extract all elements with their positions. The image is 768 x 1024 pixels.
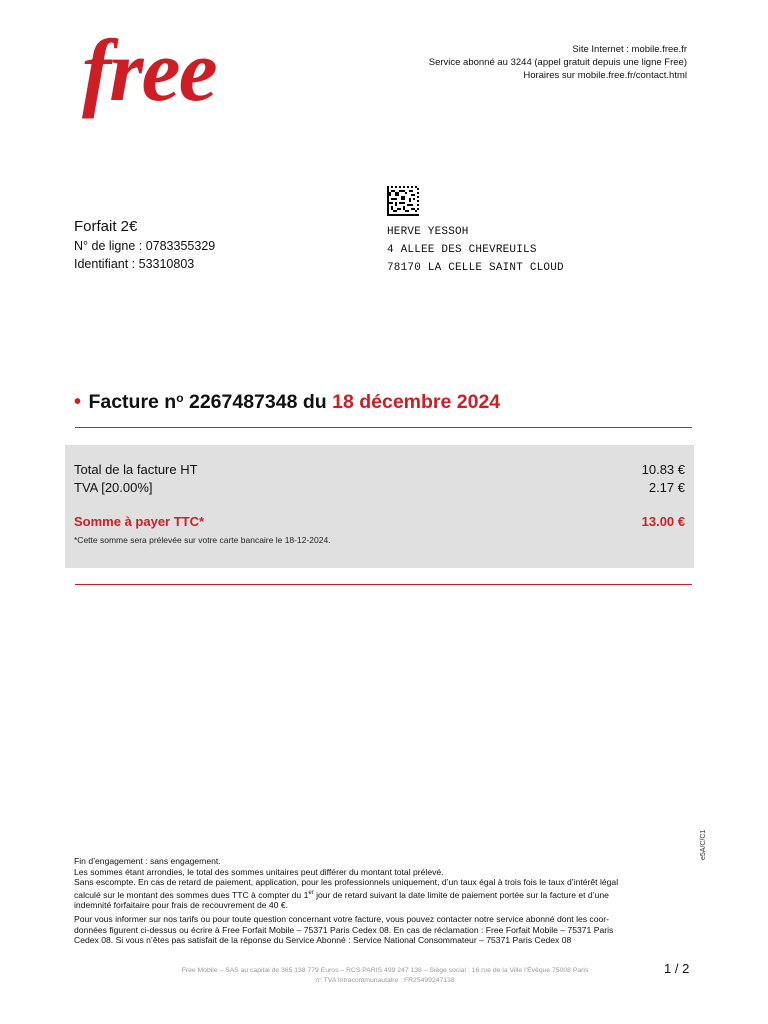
tva-row <box>74 480 685 495</box>
legal-line: Sans escompte. En cas de retard de paiement, application, pour les professionnels uniquement, d’un taux égal à trois fois le taux d’intérêt légal <box>74 877 619 888</box>
tva-label: TVA [20.00%] <box>74 480 153 495</box>
invoice-number: 2267487348 <box>188 391 298 413</box>
tva-value: 2.17 € <box>648 480 685 495</box>
invoice-du: du <box>302 391 327 413</box>
legal-line: Fin d’engagement : sans engagement. <box>74 856 221 866</box>
legal-line: données figurent ci-dessus ou écrire à Free Forfait Mobile – 75371 Paris Cedex 08. En cas de réclamation : Free Forfait Mobile – 75371 Paris <box>74 924 614 935</box>
recipient-street: 4 ALLEE DES CHEVREUILS <box>387 244 537 256</box>
payment-note: *Cette somme sera prélevée sur votre carte bancaire le 18-12-2024. <box>74 535 331 545</box>
invoice-label: Facture n <box>88 391 177 413</box>
recipient-city: 78170 LA CELLE SAINT CLOUD <box>387 262 564 274</box>
contact-hours: Horaires sur mobile.free.fr/contact.html <box>523 70 687 81</box>
contact-info <box>429 43 687 82</box>
free-logo: free <box>82 23 216 120</box>
company-info <box>160 966 610 985</box>
plan-name: Forfait 2€ <box>74 218 138 235</box>
ttc-label: Somme à payer TTC* <box>74 514 205 529</box>
legal-line: Cedex 08. Si vous n’êtes pas satisfait de la réponse du Service Abonné : Service National Consommateur – 75371 Paris Cedex 08 <box>74 935 572 946</box>
total-ht-label: Total de la facture HT <box>74 462 198 477</box>
contact-website: Site Internet : mobile.free.fr <box>572 44 687 55</box>
datamatrix-barcode <box>387 186 419 216</box>
legal-line-part: jour de retard suivant la date limite de paiement portée sur la facture et d’une <box>313 889 609 900</box>
legal-line <box>74 888 694 900</box>
side-code: e5A/C/C1 <box>700 829 707 860</box>
legal-line-part: calculé sur le montant des sommes dues TTC à compter du 1 <box>74 889 309 900</box>
account-identifier: Identifiant : 53310803 <box>74 257 195 271</box>
company-line-1: Free Mobile – SAS au capital de 365 138 779 Euros – RCS PARIS 499 247 138 – Siège social : 16 rue de la Ville l’Évêque 75008 Paris <box>181 967 589 974</box>
invoice-date: 18 décembre 2024 <box>332 391 501 413</box>
total-ht-row <box>74 462 685 477</box>
invoice-heading <box>74 391 500 414</box>
contact-service: Service abonné au 3244 (appel gratuit depuis une ligne Free) <box>428 57 687 68</box>
ttc-value: 13.00 € <box>641 514 685 529</box>
summary-divider <box>75 584 692 585</box>
heading-bullet: • <box>74 391 82 413</box>
ttc-row <box>74 514 685 529</box>
recipient-address <box>387 223 564 277</box>
legal-paragraph-1 <box>74 856 694 911</box>
company-line-2: n° TVA Intracommunautaire : FR25499247138 <box>315 976 455 984</box>
total-ht-value: 10.83 € <box>641 462 685 477</box>
invoice-summary <box>65 445 694 568</box>
page-number: 1 / 2 <box>664 961 690 976</box>
heading-divider <box>75 427 692 428</box>
legal-sup: er <box>308 889 314 896</box>
invoice-label-sup: o <box>176 391 184 405</box>
recipient-name: HERVE YESSOH <box>387 226 469 238</box>
legal-line: Pour vous informer sur nos tarifs ou pour toute question concernant votre facture, vous pouvez contacter notre service abonné dont les coor- <box>74 914 610 924</box>
line-number: N° de ligne : 0783355329 <box>74 239 216 253</box>
legal-line: indemnité forfaitaire pour frais de recouvrement de 40 €. <box>74 900 289 911</box>
legal-line: Les sommes étant arrondies, le total des sommes unitaires peut différer du montant total prélevé. <box>74 866 444 877</box>
legal-paragraph-2 <box>74 914 694 946</box>
